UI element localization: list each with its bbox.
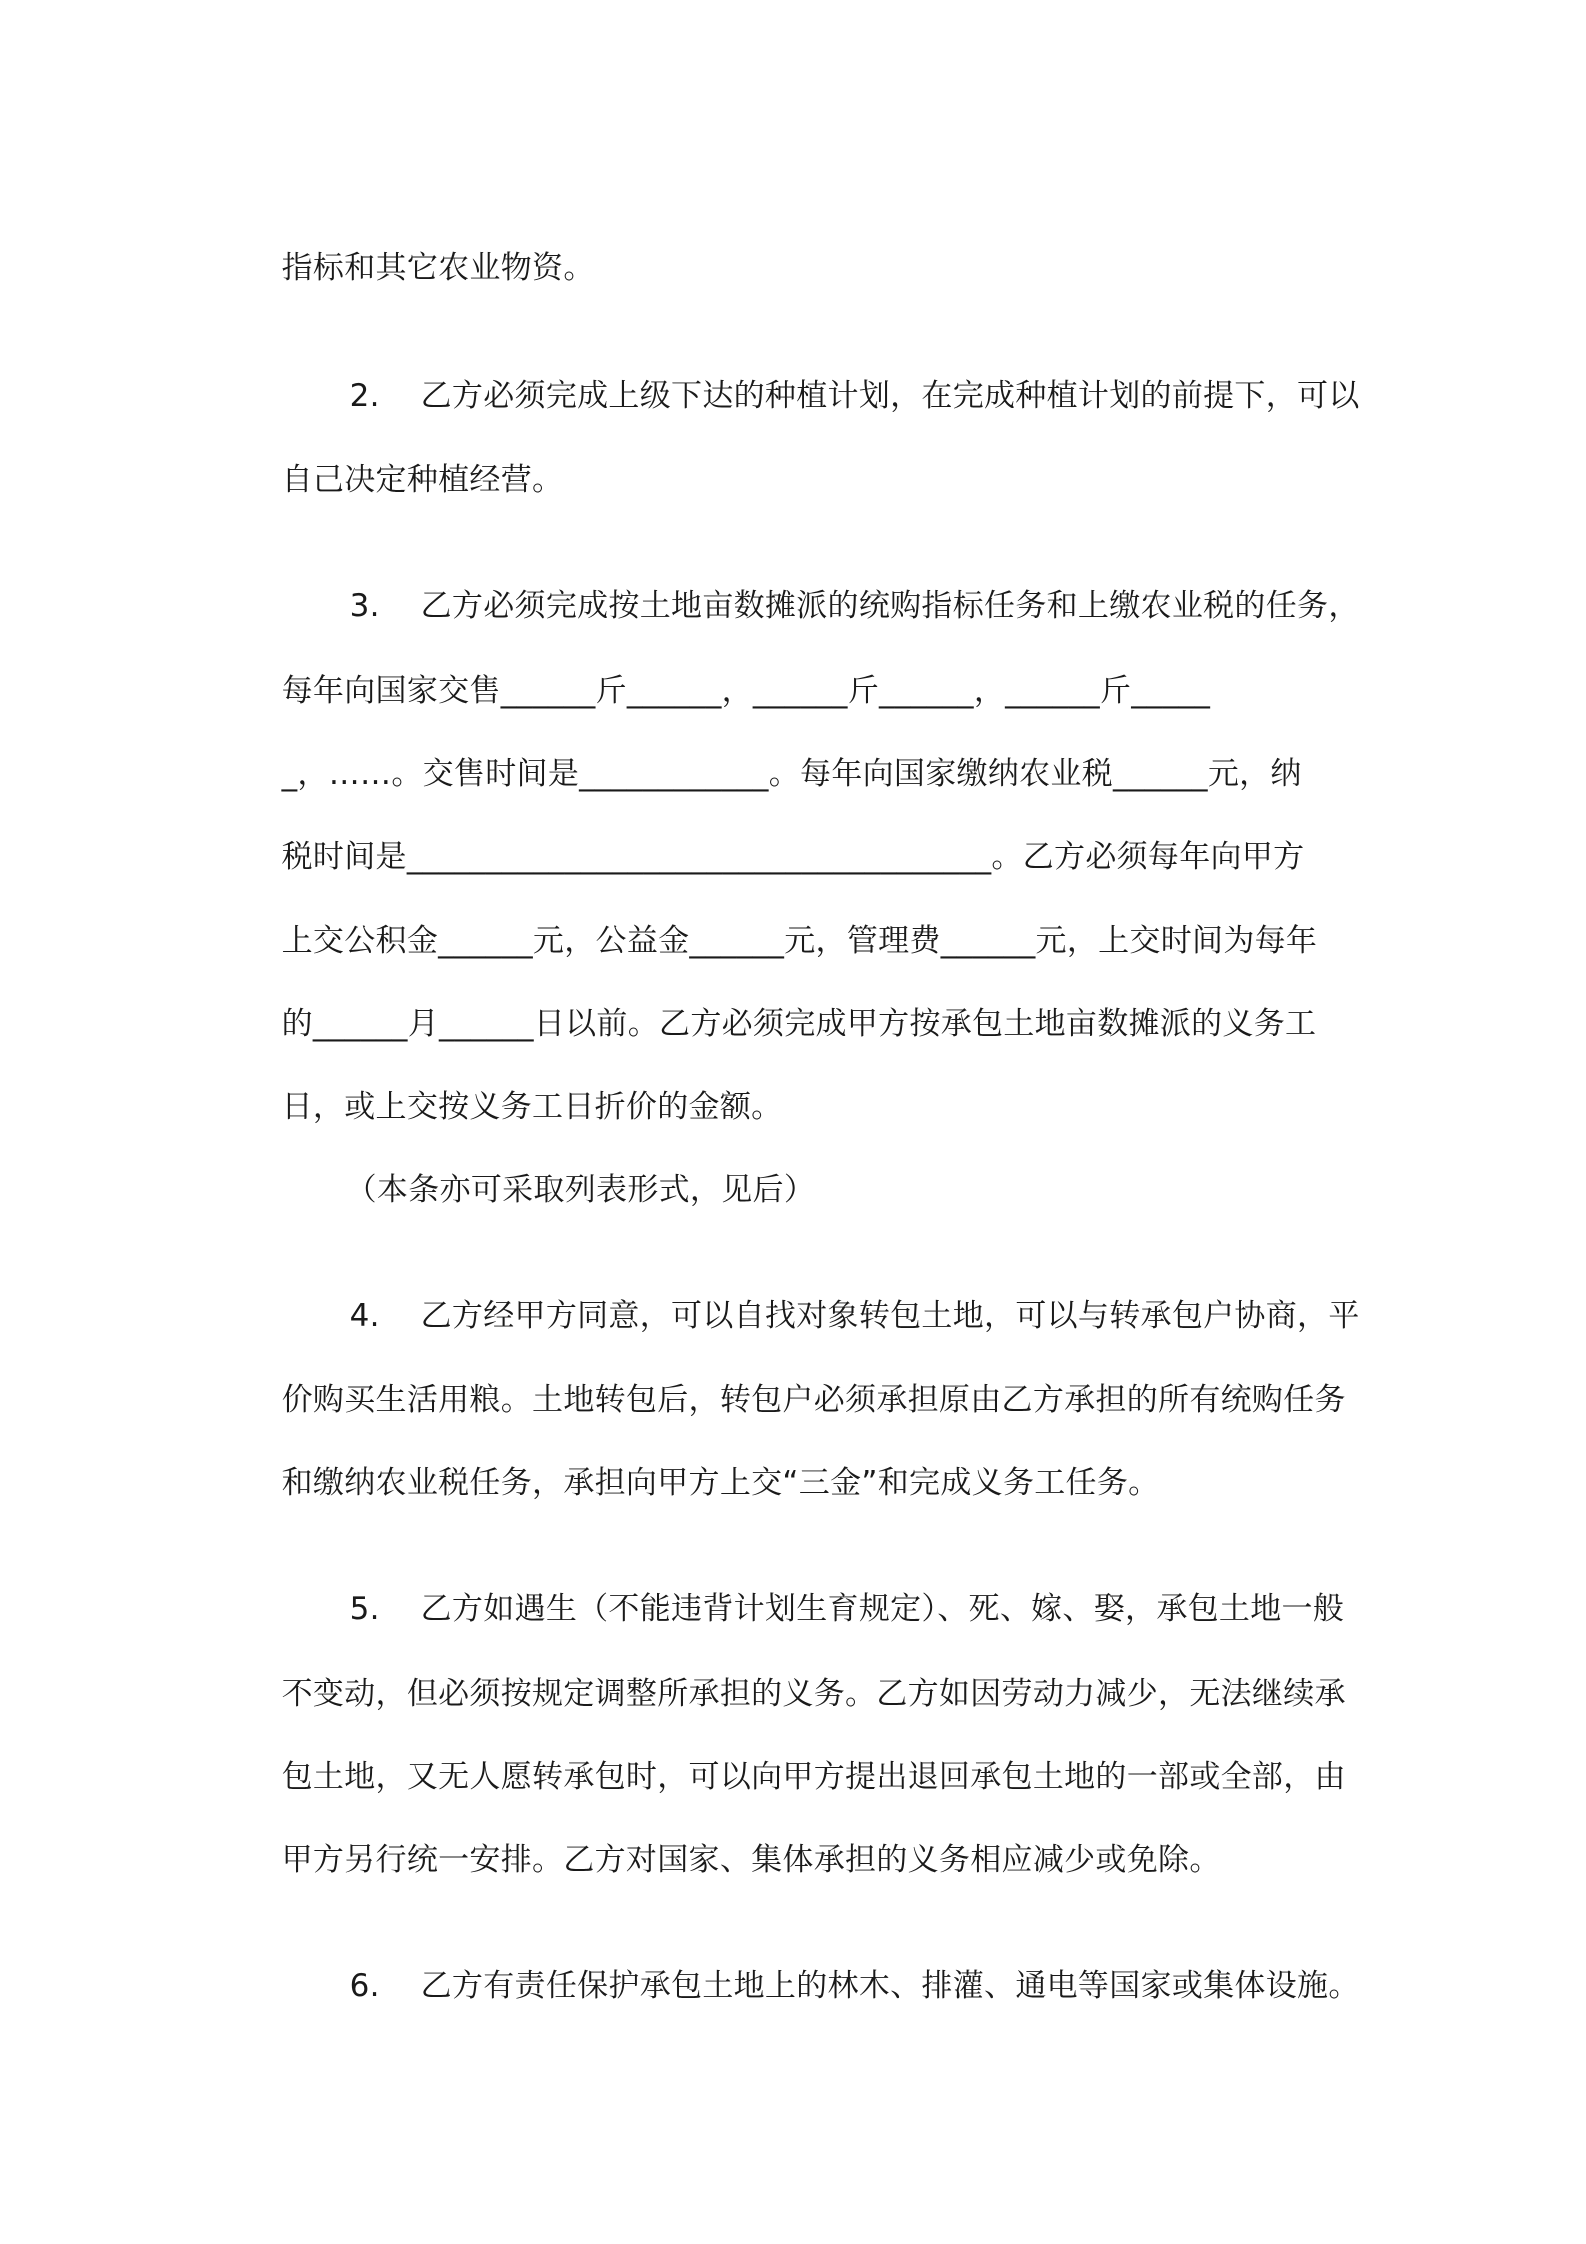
line-text: 不变动，但必须按规定调整所承担的义务。乙方如因劳动力减少，无法继续承: [281, 1676, 1346, 1712]
text-line-1: [241, 208, 595, 328]
clause-6-line-1: [309, 1926, 1360, 2046]
line-text: 上交公积金______元，公益金______元，管理费______元，上交时间为每年: [281, 923, 1318, 959]
line-text: 指标和其它农业物资。: [281, 250, 595, 286]
clause-5-line-4: [241, 1800, 1221, 1920]
line-text: 和缴纳农业税任务，承担向甲方上交“三金”和完成义务工任务。: [281, 1465, 1160, 1501]
line-text: 乙方如遇生（不能违背计划生育规定）、死、嫁、娶，承包土地一般: [420, 1591, 1345, 1627]
line-text: 乙方必须完成上级下达的种植计划，在完成种植计划的前提下，可以: [420, 378, 1360, 414]
clause-number: 3.: [349, 588, 380, 624]
line-text: 甲方另行统一安排。乙方对国家、集体承担的义务相应减少或免除。: [281, 1842, 1221, 1878]
line-text: 税时间是_____________________________________。乙方必须每年向甲方: [281, 839, 1305, 875]
line-text: 包土地，又无人愿转承包时，可以向甲方提出退回承包土地的一部或全部，由: [281, 1759, 1346, 1795]
clause-number: 6.: [349, 1968, 380, 2004]
clause-number: 2.: [349, 378, 380, 414]
line-text: 乙方必须完成按土地亩数摊派的统购指标任务和上缴农业税的任务，: [420, 588, 1360, 624]
line-text: 的______月______日以前。乙方必须完成甲方按承包土地亩数摊派的义务工: [281, 1006, 1317, 1042]
line-text: 价购买生活用粮。土地转包后，转包户必须承担原由乙方承担的所有统购任务: [281, 1382, 1346, 1418]
clause-number: 5.: [349, 1591, 380, 1627]
line-text: 乙方有责任保护承包土地上的林木、排灌、通电等国家或集体设施。: [420, 1968, 1360, 2004]
line-text: （本条亦可采取列表形式，见后）: [345, 1172, 816, 1208]
clause-2-line-2: [241, 420, 563, 540]
line-text: _，……。交售时间是____________。每年向国家缴纳农业税______元，纳: [281, 756, 1302, 792]
line-text: 乙方经甲方同意，可以自找对象转包土地，可以与转承包户协商，平: [420, 1298, 1360, 1334]
clause-3-note: [305, 1130, 815, 1250]
clause-4-line-3: [241, 1423, 1159, 1543]
line-text: 每年向国家交售______斤______，______斤______，______斤_____: [281, 673, 1211, 709]
line-text: 日，或上交按义务工日折价的金额。: [281, 1089, 783, 1125]
line-text: 自己决定种植经营。: [281, 462, 564, 498]
clause-number: 4.: [349, 1298, 380, 1334]
